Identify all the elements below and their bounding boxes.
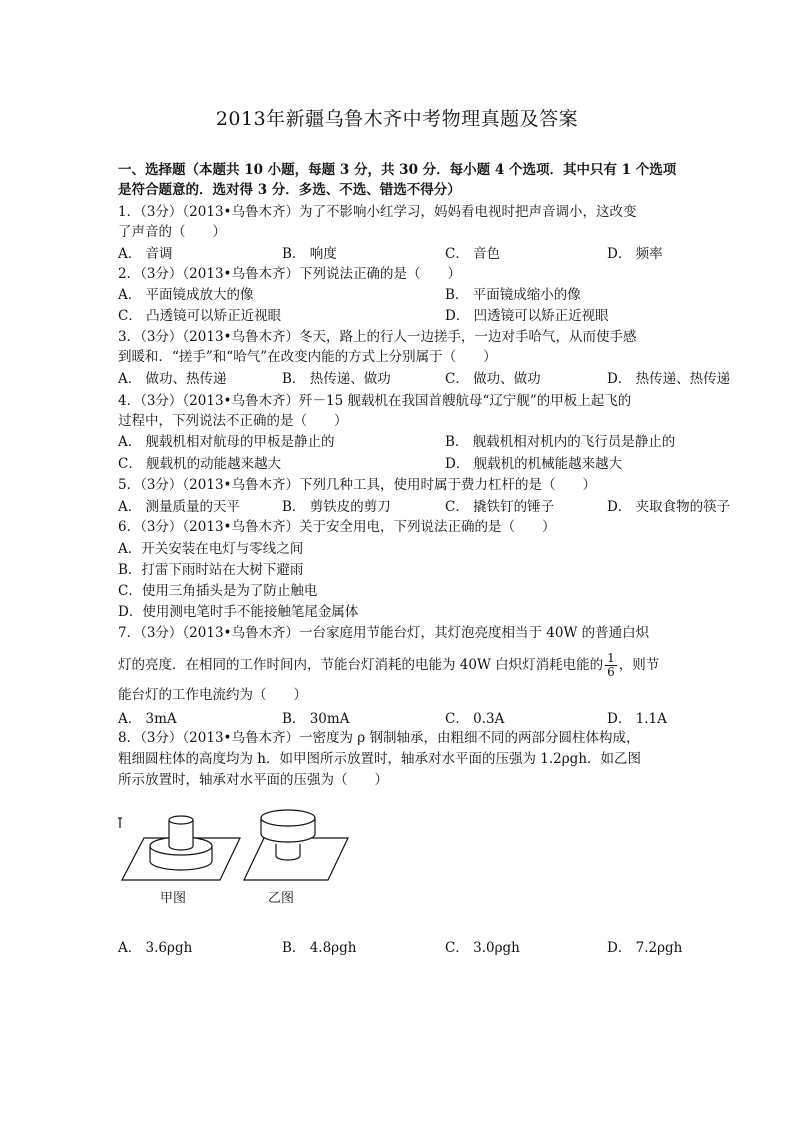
q5-option-a: A． 测量质量的天平 [118, 499, 241, 515]
q6-option-a: A．开关安装在电灯与零线之间 [118, 541, 304, 557]
q5-option-c: C． 撬铁钉的锤子 [445, 499, 555, 515]
q1-stem-line1: 1．（3分）（2013•乌鲁木齐）为了不影响小红学习，妈妈看电视时把声音调小，这改变 [118, 204, 637, 220]
q7-option-b: B． 30mA [282, 711, 350, 727]
q5-stem-line1: 5．（3分）（2013•乌鲁木齐）下列几种工具，使用时属于费力杠杆的是（ ） [118, 477, 596, 493]
q3-option-d: D． 热传递、热传递 [607, 371, 731, 387]
fraction [605, 652, 617, 679]
section-heading-line2: 是符合题意的．选对得 3 分．多选、不选、错选不得分） [118, 182, 461, 198]
q4-option-c: C． 舰载机的动能越来越大 [118, 456, 282, 472]
q1-stem-line2: 了声音的（ ） [118, 224, 226, 240]
q6-stem-line1: 6．（3分）（2013•乌鲁木齐）关于安全用电，下列说法正确的是（ ） [118, 519, 556, 535]
q8-stem-line1: 8．（3分）（2013•乌鲁木齐）一密度为 ρ 钢制轴承，由粗细不同的两部分圆柱体构成， [118, 730, 640, 746]
q4-stem-line1: 4．（3分）（2013•乌鲁木齐）歼－15 舰载机在我国首艘航母“辽宁舰”的甲板上起飞的 [118, 393, 632, 409]
q3-stem-line2: 到暖和．“搓手”和“哈气”在改变内能的方式上分别属于（ ） [118, 349, 497, 365]
fraction-numerator: 1 [607, 651, 615, 665]
q8-option-d: D． 7.2ρgh [607, 940, 683, 956]
q3-option-c: C． 做功、做功 [445, 371, 541, 387]
q7-option-c: C． 0.3A [445, 711, 505, 727]
q2-option-a: A． 平面镜成放大的像 [118, 287, 254, 303]
q3-stem-line1: 3．（3分）（2013•乌鲁木齐）冬天，路上的行人一边搓手，一边对手哈气，从而使手感 [118, 329, 637, 345]
q8-option-b: B． 4.8ρgh [282, 940, 357, 956]
q7-stem-line2 [118, 652, 659, 679]
figure-label-b: 乙图 [268, 891, 295, 906]
q5-option-d: D． 夹取食物的筷子 [607, 499, 731, 515]
section-heading-line1: 一、选择题（本题共 10 小题，每题 3 分，共 30 分．每小题 4 个选项．其中只有 1 个选项 [118, 162, 677, 178]
q7-stem-line3: 能台灯的工作电流约为（ ） [118, 687, 307, 703]
q8-option-c: C． 3.0ρgh [445, 940, 520, 956]
q7-option-a: A． 3mA [118, 711, 177, 727]
q1-option-c: C． 音色 [445, 246, 501, 262]
figure-label-a: 甲图 [160, 891, 187, 906]
q4-option-d: D． 舰载机的机械能越来越大 [445, 456, 623, 472]
q1-option-d: D． 频率 [607, 246, 663, 262]
q2-option-b: B． 平面镜成缩小的像 [445, 287, 581, 303]
q7-stem-line1: 7．（3分）（2013•乌鲁木齐）一台家庭用节能台灯，其灯泡亮度相当于 40W 的普通白炽 [118, 625, 650, 641]
q4-option-b: B． 舰载机相对机内的飞行员是静止的 [445, 434, 676, 450]
q4-stem-line2: 过程中，下列说法不正确的是（ ） [118, 413, 348, 429]
q6-option-d: D．使用测电笔时手不能接触笔尾金属体 [118, 604, 359, 620]
fraction-denominator: 6 [607, 665, 615, 679]
bearing-figure [112, 808, 352, 898]
q8-stem-line3: 所示放置时，轴承对水平面的压强为（ ） [118, 772, 388, 788]
q1-option-a: A． 音调 [118, 246, 173, 262]
q8-option-a: A． 3.6ρgh [118, 940, 193, 956]
q6-option-c: C．使用三角插头是为了防止触电 [118, 583, 318, 599]
q2-option-d: D． 凹透镜可以矫正近视眼 [445, 308, 609, 324]
page-title: 2013年新疆乌鲁木齐中考物理真题及答案 [215, 108, 579, 130]
q4-option-a: A． 舰载机相对航母的甲板是静止的 [118, 434, 335, 450]
q8-stem-line2: 粗细圆柱体的高度均为 h．如甲图所示放置时，轴承对水平面的压强为 1.2ρgh．如乙图 [118, 751, 642, 767]
q3-option-a: A． 做功、热传递 [118, 371, 227, 387]
q6-option-b: B．打雷下雨时站在大树下避雨 [118, 562, 304, 578]
q2-stem-line1: 2．（3分）（2013•乌鲁木齐）下列说法正确的是（ ） [118, 266, 461, 282]
q5-option-b: B． 剪铁皮的剪刀 [282, 499, 391, 515]
q3-option-b: B． 热传递、做功 [282, 371, 391, 387]
q7-stem-line2-text: 灯的亮度．在相同的工作时间内，节能台灯消耗的电能为 40W 白炽灯消耗电能的 [118, 657, 604, 673]
q7-option-d: D． 1.1A [607, 711, 667, 727]
q7-stem-line2-tail: ，则节 [618, 657, 660, 673]
q2-option-c: C． 凸透镜可以矫正近视眼 [118, 308, 282, 324]
q1-option-b: B． 响度 [282, 246, 337, 262]
